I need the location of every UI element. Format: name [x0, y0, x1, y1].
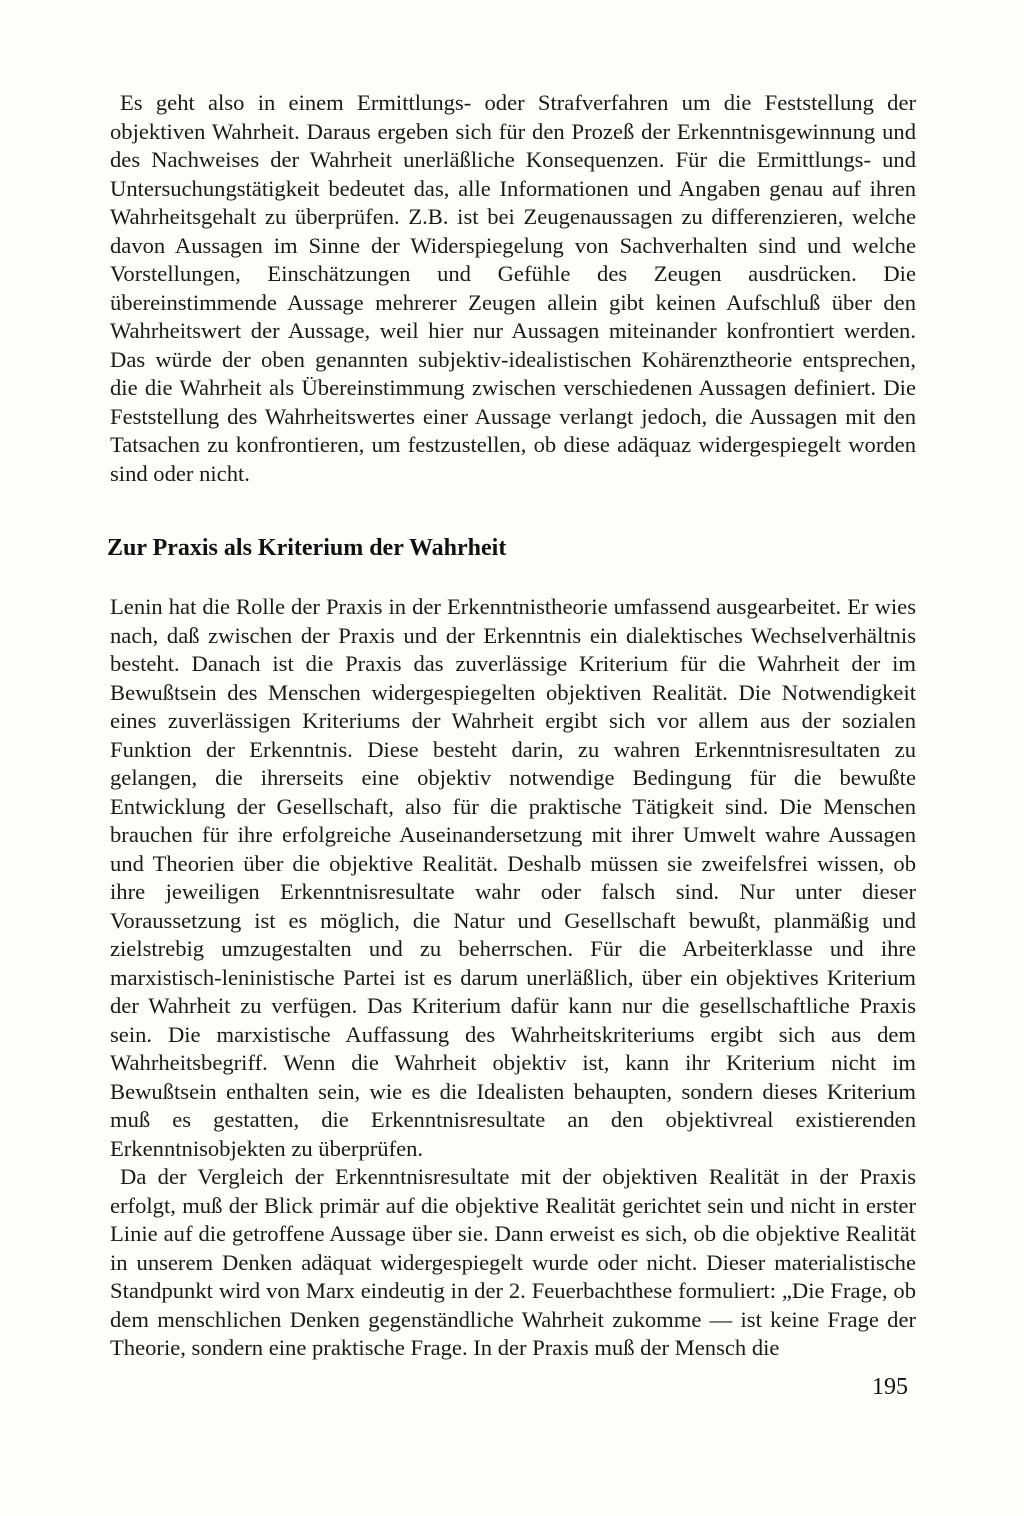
paragraph-objective-truth: Es geht also in einem Ermittlungs- oder Strafverfahren um die Feststellung der objektiven Wahrheit. Daraus ergeben sich für den Prozeß der Erkenntnisgewinnung und des Nachweises der Wahrheit unerläßliche Konsequenzen. Für die Ermittlungs- und Untersuchungstätigkeit bedeutet das, alle Informationen und Angaben genau auf ihren Wahrheitsgehalt zu überprüfen. Z.B. ist bei Zeugenaussagen zu differenzieren, welche davon Aussagen im Sinne der Widerspiegelung von Sachverhalten sind und welche Vorstellungen, Einschätzungen und Gefühle des Zeugen ausdrücken. Die übereinstimmende Aussage mehrerer Zeugen allein gibt keinen Aufschluß über den Wahrheitswert der Aussage, weil hier nur Aussagen miteinander konfrontiert werden. Das würde der oben genannten subjektiv-idealistischen Kohärenztheorie entsprechen, die die Wahrheit als Übereinstimmung zwischen verschiedenen Aussagen definiert. Die Feststellung des Wahrheitswertes einer Aussage verlangt jedoch, die Aussagen mit den Tatsachen zu konfrontieren, um festzustellen, ob diese adäquaz widergespiegelt worden sind oder nicht. — [110, 90, 916, 486]
paragraph-lenin-praxis: Lenin hat die Rolle der Praxis in der Erkenntnistheorie umfassend ausgearbeitet. Er wies nach, daß zwischen der Praxis und der Erkenntnis ein dialektisches Wechselverhältnis besteht. Danach ist die Praxis das zuverlässige Kriterium für die Wahrheit der im Bewußtsein des Menschen widergespiegelten objektiven Realität. Die Notwendigkeit eines zuverlässigen Kriteriums der Wahrheit ergibt sich vor allem aus der sozialen Funktion der Erkenntnis. Diese besteht darin, zu wahren Erkenntnisresultaten zu gelangen, die ihrerseits eine objektiv notwendige Bedingung für die bewußte Entwicklung der Gesellschaft, also für die praktische Tätigkeit sind. Die Menschen brauchen für ihre erfolgreiche Auseinandersetzung mit ihrer Umwelt wahre Aussagen und Theorien über die objektive Realität. Deshalb müssen sie zweifelsfrei wissen, ob ihre jeweiligen Erkenntnisresultate wahr oder falsch sind. Nur unter dieser Voraussetzung ist es möglich, die Natur und Gesellschaft bewußt, planmäßig und zielstrebig umzugestalten und zu beherrschen. Für die Arbeiterklasse und ihre marxistisch-leninistische Partei ist es darum unerläßlich, über ein objektives Kriterium der Wahrheit zu verfügen. Das Kriterium dafür kann nur die gesellschaftliche Praxis sein. Die marxistische Auffassung des Wahrheitskriteriums ergibt sich aus dem Wahrheitsbegriff. Wenn die Wahrheit objektiv ist, kann ihr Kriterium nicht im Bewußtsein enthalten sein, wie es die Idealisten behaupten, sondern dieses Kriterium muß es gestatten, die Erkenntnisresultate an den objektivreal existierenden Erkenntnisobjekten zu überprüfen. — [110, 594, 916, 1161]
paragraph-block-top — [110, 89, 916, 488]
page-number: 195 — [872, 1374, 908, 1400]
paragraph-block-praxis — [110, 593, 916, 1363]
paragraph-comparison-reality: Da der Vergleich der Erkenntnisresultate mit der objektiven Realität in der Praxis erfolgt, muß der Blick primär auf die objektive Realität gerichtet sein und nicht in erster Linie auf die getroffene Aussage über sie. Dann erweist es sich, ob die objektive Realität in unserem Denken adäquat widergespiegelt wurde oder nicht. Dieser materialistische Standpunkt wird von Marx eindeutig in der 2. Feuerbachthese formuliert: „Die Frage, ob dem menschlichen Denken gegenständliche Wahrheit zukomme — ist keine Frage der Theorie, sondern eine praktische Frage. In der Praxis muß der Mensch die — [110, 1164, 916, 1360]
section-heading: Zur Praxis als Kriterium der Wahrheit — [107, 535, 507, 561]
